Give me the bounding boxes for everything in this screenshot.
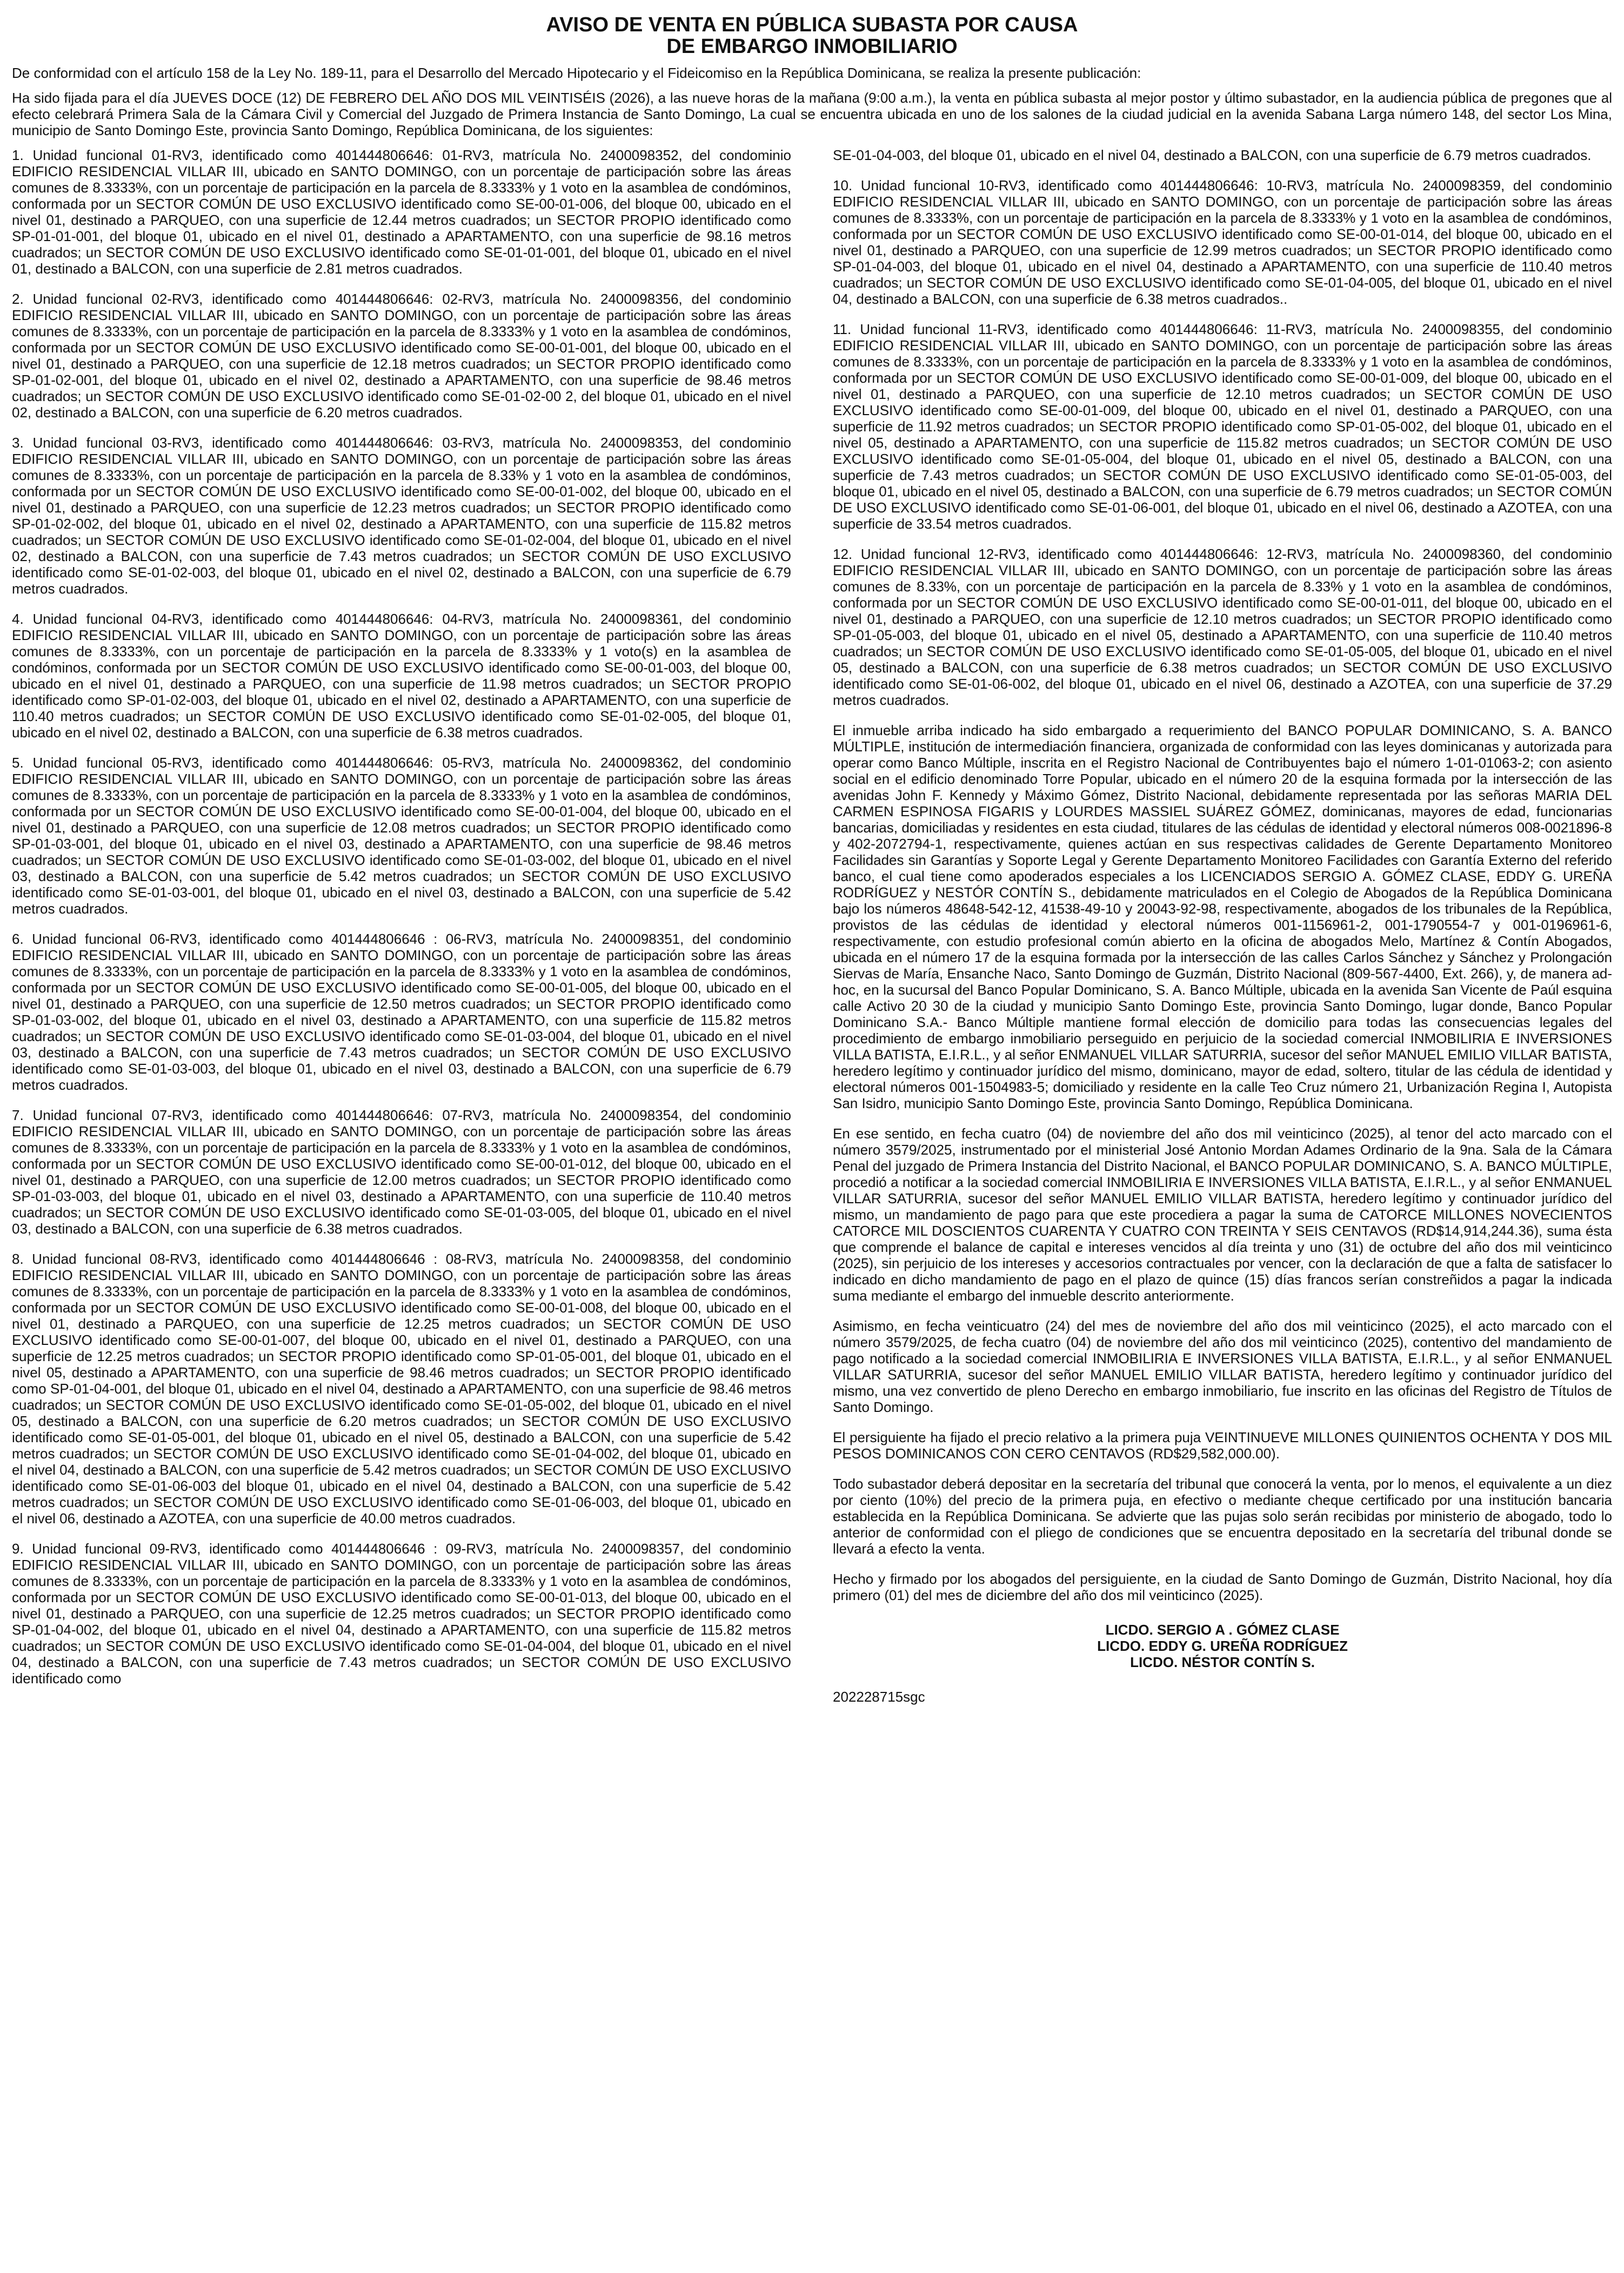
- unit-03-paragraph: 3. Unidad funcional 03-RV3, identificado como 401444806646: 03-RV3, matrícula No. 2400098353, del condominio EDIFICIO RESIDENCIAL VILLAR III, ubicado en SANTO DOMINGO, con un porcentaje de participación sobre las áreas comunes de 8.3333%, con un porcentaje de participación en la parcela de 8.33% y 1 voto en la asamblea de condóminos, conformada por un SECTOR COMÚN DE USO EXCLUSIVO identificado como SE-00-01-002, del bloque 00, ubicado en el nivel 01, destinado a PARQUEO, con una superficie de 12.23 metros cuadrados; un SECTOR PROPIO identificado como SP-01-02-002, del bloque 01, ubicado en el nivel 02, destinado a APARTAMENTO, con una superficie de 115.82 metros cuadrados; un SECTOR COMÚN DE USO EXCLUSIVO identificado como SE-01-02-004, del bloque 01, ubicado en el nivel 02, destinado a BALCON, con una superficie de 7.43 metros cuadrados; un SECTOR COMÚN DE USO EXCLUSIVO identificado como SE-01-02-003, del bloque 01, ubicado en el nivel 02, destinado a BALCON, con una superficie de 6.79 metros cuadrados.: [12, 435, 791, 597]
- two-column-body: [12, 147, 1612, 1705]
- left-column: [12, 147, 791, 1701]
- intro-auction-date: Ha sido fijada para el día JUEVES DOCE (12) DE FEBRERO DEL AÑO DOS MIL VEINTISÉIS (2026), a las nueve horas de la mañana (9:00 a.m.), la venta en pública subasta al mejor postor y último subastador, en la audiencia pública de pregones que al efecto celebrará Primera Sala de la Cámara Civil y Comercial del Juzgado de Primera Instancia de Santo Domingo, La cual se encuentra ubicada en uno de los salones de la ciudad judicial en la avenida Sabana Larga número 148, del sector Los Mina, municipio de Santo Domingo Este, provincia Santo Domingo, República Dominicana, de los siguientes:: [12, 90, 1612, 138]
- deposit-conditions-paragraph: Todo subastador deberá depositar en la secretaría del tribunal que conocerá la venta, por lo menos, el equivalente a un diez por ciento (10%) del precio de la primera puja, en efectivo o mediante cheque certificado por una institución bancaria establecida en la República Dominicana. Se advierte que las pujas solo serán recibidas por ministerio de abogado, todo lo anterior de conformidad con el pliego de condiciones que se encuentra depositado en la secretaría del tribunal donde se llevará a efecto la venta.: [833, 1476, 1612, 1557]
- unit-10-paragraph: 10. Unidad funcional 10-RV3, identificado como 401444806646: 10-RV3, matrícula No. 2400098359, del condominio EDIFICIO RESIDENCIAL VILLAR III, ubicado en SANTO DOMINGO, con un porcentaje de participación sobre las áreas comunes de 8.3333%, con un porcentaje de participación en la parcela de 8.3333% y 1 voto en la asamblea de condóminos, conformada por un SECTOR COMÚN DE USO EXCLUSIVO identificado como SE-00-01-014, del bloque 00, ubicado en el nivel 01, destinado a PARQUEO, con una superficie de 12.99 metros cuadrados; un SECTOR PROPIO identificado como SP-01-04-003, del bloque 01, ubicado en el nivel 04, destinado a APARTAMENTO, con una superficie de 110.40 metros cuadrados; un SECTOR COMÚN DE USO EXCLUSIVO identificado como SE-01-04-005, del bloque 01, ubicado en el nivel 04, destinado a BALCON, con una superficie de 6.38 metros cuadrados..: [833, 177, 1612, 307]
- unit-08-paragraph: 8. Unidad funcional 08-RV3, identificado como 401444806646 : 08-RV3, matrícula No. 2400098358, del condominio EDIFICIO RESIDENCIAL VILLAR III, ubicado en SANTO DOMINGO, con un porcentaje de participación sobre las áreas comunes de 8.3333%, con un porcentaje de participación en la parcela de 8.3333% y 1 voto en la asamblea de condóminos, conformada por un SECTOR COMÚN DE USO EXCLUSIVO identificado como SE-00-01-008, del bloque 00, ubicado en el nivel 01, destinado a PARQUEO, con una superficie de 12.25 metros cuadrados; un SECTOR COMÚN DE USO EXCLUSIVO identificado como SE-00-01-007, del bloque 00, ubicado en el nivel 01, destinado a PARQUEO, con una superficie de 12.25 metros cuadrados; un SECTOR PROPIO identificado como SP-01-05-001, del bloque 01, ubicado en el nivel 05, destinado a APARTAMENTO, con una superficie de 98.46 metros cuadrados; un SECTOR PROPIO identificado como SP-01-04-001, del bloque 01, ubicado en el nivel 04, destinado a APARTAMENTO, con una superficie de 98.46 metros cuadrados; un SECTOR COMÚN DE USO EXCLUSIVO identificado como SE-01-05-002, del bloque 01, ubicado en el nivel 05, destinado a BALCON, con una superficie de 6.20 metros cuadrados; un SECTOR COMÚN DE USO EXCLUSIVO identificado como SE-01-05-001, del bloque 01, ubicado en el nivel 05, destinado a BALCON, con una superficie de 5.42 metros cuadrados; un SECTOR COMÚN DE USO EXCLUSIVO identificado como SE-01-04-002, del bloque 01, ubicado en el nivel 04, destinado a BALCON, con una superficie de 5.42 metros cuadrados; un SECTOR COMÚN DE USO EXCLUSIVO identificado como SE-01-06-003 del bloque 01, ubicado en el nivel 04, destinado a BALCON, con una superficie de 5.42 metros cuadrados; un SECTOR COMÚN DE USO EXCLUSIVO identificado como SE-01-06-003, del bloque 01, ubicado en el nivel 06, destinado a AZOTEA, con una superficie de 40.00 metros cuadrados.: [12, 1251, 791, 1527]
- notice-title: [12, 14, 1612, 57]
- signature-name-3: LICDO. NÉSTOR CONTÍN S.: [1130, 1654, 1315, 1670]
- unit-01-paragraph: 1. Unidad funcional 01-RV3, identificado como 401444806646: 01-RV3, matrícula No. 2400098352, del condominio EDIFICIO RESIDENCIAL VILLAR III, ubicado en SANTO DOMINGO, con un porcentaje de participación sobre las áreas comunes de 8.3333%, con un porcentaje de participación en la parcela de 8.3333% y 1 voto en la asamblea de condóminos, conformada por un SECTOR COMÚN DE USO EXCLUSIVO identificado como SE-00-01-006, del bloque 00, ubicado en el nivel 01, destinado a PARQUEO, con una superficie de 12.44 metros cuadrados; un SECTOR PROPIO identificado como SP-01-01-001, del bloque 01, ubicado en el nivel 01, destinado a APARTAMENTO, con una superficie de 98.16 metros cuadrados; un SECTOR COMÚN DE USO EXCLUSIVO identificado como SE-01-01-001, del bloque 01, ubicado en el nivel 01, destinado a BALCON, con una superficie de 2.81 metros cuadrados.: [12, 147, 791, 277]
- right-column: [833, 147, 1612, 1705]
- unit-09-continuation: SE-01-04-003, del bloque 01, ubicado en el nivel 04, destinado a BALCON, con una superficie de 6.79 metros cuadrados.: [833, 147, 1592, 163]
- notice-title-line-2: DE EMBARGO INMOBILIARIO: [666, 35, 958, 58]
- signature-name-2: LICDO. EDDY G. UREÑA RODRÍGUEZ: [1097, 1638, 1348, 1654]
- unit-12-paragraph: 12. Unidad funcional 12-RV3, identificado como 401444806646: 12-RV3, matrícula No. 2400098360, del condominio EDIFICIO RESIDENCIAL VILLAR III, ubicado en SANTO DOMINGO, con un porcentaje de participación sobre las áreas comunes de 8.33%, con un porcentaje de participación en la parcela de 8.33% y 1 voto en la asamblea de condóminos, conformada por un SECTOR COMÚN DE USO EXCLUSIVO identificado como SE-00-01-011, del bloque 00, ubicado en el nivel 01, destinado a PARQUEO, con una superficie de 12.10 metros cuadrados; un SECTOR PROPIO identificado como SP-01-05-003, del bloque 01, ubicado en el nivel 05, destinado a APARTAMENTO, con una superficie de 110.40 metros cuadrados; un SECTOR COMÚN DE USO EXCLUSIVO identificado como SE-01-05-005, del bloque 01, ubicado en el nivel 05, destinado a BALCON, con una superficie de 6.38 metros cuadrados; un SECTOR COMÚN DE USO EXCLUSIVO identificado como SE-01-06-002, del bloque 01, ubicado en el nivel 06, destinado a AZOTEA, con una superficie de 37.29 metros cuadrados.: [833, 546, 1612, 708]
- unit-02-paragraph: 2. Unidad funcional 02-RV3, identificado como 401444806646: 02-RV3, matrícula No. 2400098356, del condominio EDIFICIO RESIDENCIAL VILLAR III, ubicado en SANTO DOMINGO, con un porcentaje de participación sobre las áreas comunes de 8.3333%, con un porcentaje de participación en la parcela de 8.3333% y 1 voto en la asamblea de condóminos, conformada por un SECTOR COMÚN DE USO EXCLUSIVO identificado como SE-00-01-001, del bloque 00, ubicado en el nivel 01, destinado a PARQUEO, con una superficie de 12.18 metros cuadrados; un SECTOR PROPIO identificado como SP-01-02-001, del bloque 01, ubicado en el nivel 02, destinado a APARTAMENTO, con una superficie de 98.46 metros cuadrados; un SECTOR COMÚN DE USO EXCLUSIVO identificado como SE-01-02-00 2, del bloque 01, ubicado en el nivel 02, destinado a BALCON, con una superficie de 6.20 metros cuadrados.: [12, 291, 791, 421]
- seizure-requester-paragraph: El inmueble arriba indicado ha sido embargado a requerimiento del BANCO POPULAR DOMINICANO, S. A. BANCO MÚLTIPLE, institución de intermediación financiera, organizada de conformidad con las leyes dominicanas y autorizada para operar como Banco Múltiple, inscrita en el Registro Nacional de Contribuyentes bajo el número 1-01-01063-2; con asiento social en el edificio denominado Torre Popular, ubicado en el número 20 de la esquina formada por la intersección de las avenidas John F. Kennedy y Máximo Gómez, Distrito Nacional, debidamente representada por las señoras MARIA DEL CARMEN ESPINOSA FIGARIS y LOURDES MASSIEL SUÁREZ GÓMEZ, dominicanas, mayores de edad, funcionarias bancarias, domiciliadas y residentes en esta ciudad, titulares de las cédulas de identidad y electoral números 008-0021896-8 y 402-2072794-1, respectivamente, quienes actúan en sus respectivas calidades de Gerente Departamento Monitoreo Facilidades sin Garantías y Soporte Legal y Gerente Departamento Monitoreo Facilidades con Garantía Externo del referido banco, el cual tiene como apoderados especiales a los LICENCIADOS SERGIO A. GÓMEZ CLASE, EDDY G. UREÑA RODRÍGUEZ y NESTÓR CONTÍN S., debidamente matriculados en el Colegio de Abogados de la República Dominicana bajo los números 48648-542-12, 41538-49-10 y 20043-92-98, respectivamente, abogados de los tribunales de la República, provistos de las cédulas de identidad y electoral números 001-1156961-2, 001-1790554-7 y 001-0196961-6, respectivamente, con estudio profesional común abierto en la oficina de abogados Melo, Martínez & Contín Abogados, ubicada en el número 17 de la esquina formada por la intersección de las calles Carlos Sánchez y Sánchez y Prolongación Siervas de María, Ensanche Naco, Santo Domingo de Guzmán, Distrito Nacional (809-567-4400, Ext. 266), y, de manera ad-hoc, en la sucursal del Banco Popular Dominicano, S. A. Banco Múltiple, ubicada en la avenida San Vicente de Paúl esquina calle Activo 20 30 de la ciudad y municipio Santo Domingo Este, provincia Santo Domingo, lugar donde, Banco Popular Dominicano S.A.- Banco Múltiple mantiene formal elección de domicilio para todas las consecuencias legales del procedimiento de embargo inmobiliario perseguido en perjuicio de la sociedad comercial INMOBILIRIA E INVERSIONES VILLA BATISTA, E.I.R.L., y al señor ENMANUEL VILLAR SATURRIA, sucesor del señor MANUEL EMILIO VILLAR BATISTA, heredero legítimo y continuador jurídico del mismo, dominicano, mayor de edad, soltero, titular de las cédula de identidad y electoral números 001-1504983-5; domiciliado y residente en la calle Teo Cruz número 21, Urbanización Regina I, Autopista San Isidro, municipio Santo Domingo Este, provincia Santo Domingo, República Dominicana.: [833, 722, 1612, 1111]
- unit-11-paragraph: 11. Unidad funcional 11-RV3, identificado como 401444806646: 11-RV3, matrícula No. 2400098355, del condominio EDIFICIO RESIDENCIAL VILLAR III, ubicado en SANTO DOMINGO, con un porcentaje de participación sobre las áreas comunes de 8.3333%, con un porcentaje de participación en la parcela de 8.3333% y 1 voto en la asamblea de condóminos, conformada por un SECTOR COMÚN DE USO EXCLUSIVO identificado como SE-00-01-009, del bloque 00, ubicado en el nivel 01, destinado a PARQUEO, con una superficie de 12.10 metros cuadrados; un SECTOR COMÚN DE USO EXCLUSIVO identificado como SE-00-01-009, del bloque 00, ubicado en el nivel 01, destinado a PARQUEO, con una superficie de 11.92 metros cuadrados; un SECTOR PROPIO identificado como SP-01-05-002, del bloque 01, ubicado en el nivel 05, destinado a APARTAMENTO, con una superficie de 115.82 metros cuadrados; un SECTOR COMÚN DE USO EXCLUSIVO identificado como SE-01-05-004, del bloque 01, ubicado en el nivel 05, destinado a BALCON, con una superficie de 7.43 metros cuadrados; un SECTOR COMÚN DE USO EXCLUSIVO identificado como SE-01-05-003, del bloque 01, ubicado en el nivel 05, destinado a BALCON, con una superficie de 6.79 metros cuadrados; un SECTOR COMÚN DE USO EXCLUSIVO identificado como SE-01-06-001, del bloque 01, ubicado en el nivel 06, destinado a AZOTEA, con una superficie de 33.54 metros cuadrados.: [833, 321, 1612, 532]
- signature-block: [833, 1622, 1612, 1670]
- registration-paragraph: Asimismo, en fecha veinticuatro (24) del mes de noviembre del año dos mil veinticinco (2025), el acto marcado con el número 3579/2025, de fecha cuatro (04) de noviembre del año dos mil veinticinco (2025), contentivo del mandamiento de pago notificado a la sociedad comercial INMOBILIRIA E INVERSIONES VILLA BATISTA, E.I.R.L., y al señor ENMANUEL VILLAR SATURRIA, sucesor del señor MANUEL EMILIO VILLAR BATISTA, heredero legítimo y continuador jurídico del mismo, una vez convertido de pleno Derecho en embargo inmobiliario, fue inscrito en las oficinas del Registro de Títulos de Santo Domingo.: [833, 1318, 1612, 1415]
- notice-title-line-1: AVISO DE VENTA EN PÚBLICA SUBASTA POR CAUSA: [546, 14, 1078, 36]
- unit-09-paragraph: 9. Unidad funcional 09-RV3, identificado como 401444806646 : 09-RV3, matrícula No. 2400098357, del condominio EDIFICIO RESIDENCIAL VILLAR III, ubicado en SANTO DOMINGO, con un porcentaje de participación sobre las áreas comunes de 8.3333%, con un porcentaje de participación en la parcela de 8.3333% y 1 voto en la asamblea de condóminos, conformada por un SECTOR COMÚN DE USO EXCLUSIVO identificado como SE-00-01-013, del bloque 00, ubicado en el nivel 01, destinado a PARQUEO, con una superficie de 12.25 metros cuadrados; un SECTOR PROPIO identificado como SP-01-04-002, del bloque 01, ubicado en el nivel 04, destinado a APARTAMENTO, con una superficie de 115.82 metros cuadrados; un SECTOR COMÚN DE USO EXCLUSIVO identificado como SE-01-04-004, del bloque 01, ubicado en el nivel 04, destinado a BALCON, con una superficie de 7.43 metros cuadrados; un SECTOR COMÚN DE USO EXCLUSIVO identificado como: [12, 1541, 791, 1687]
- first-bid-price-paragraph: El persiguiente ha fijado el precio relativo a la primera puja VEINTINUEVE MILLONES QUINIENTOS OCHENTA Y DOS MIL PESOS DOMINICANOS CON CERO CENTAVOS (RD$29,582,000.00).: [833, 1429, 1612, 1462]
- unit-06-paragraph: 6. Unidad funcional 06-RV3, identificado como 401444806646 : 06-RV3, matrícula No. 2400098351, del condominio EDIFICIO RESIDENCIAL VILLAR III, ubicado en SANTO DOMINGO, con un porcentaje de participación sobre las áreas comunes de 8.3333%, con un porcentaje de participación en la parcela de 8.3333% y 1 voto en la asamblea de condóminos, conformada por un SECTOR COMÚN DE USO EXCLUSIVO identificado como SE-00-01-005, del bloque 00, ubicado en el nivel 01, destinado a PARQUEO, con una superficie de 12.50 metros cuadrados; un SECTOR PROPIO identificado como SP-01-03-002, del bloque 01, ubicado en el nivel 03, destinado a APARTAMENTO, con una superficie de 115.82 metros cuadrados; un SECTOR COMÚN DE USO EXCLUSIVO identificado como SE-01-03-004, del bloque 01, ubicado en el nivel 03, destinado a BALCON, con una superficie de 7.43 metros cuadrados; un SECTOR COMÚN DE USO EXCLUSIVO identificado como SE-01-03-003, del bloque 01, ubicado en el nivel 03, destinado a BALCON, con una superficie de 6.79 metros cuadrados.: [12, 931, 791, 1093]
- unit-07-paragraph: 7. Unidad funcional 07-RV3, identificado como 401444806646: 07-RV3, matrícula No. 2400098354, del condominio EDIFICIO RESIDENCIAL VILLAR III, ubicado en SANTO DOMINGO, con un porcentaje de participación sobre las áreas comunes de 8.3333%, con un porcentaje de participación en la parcela de 8.3333% y 1 voto en la asamblea de condóminos, conformada por un SECTOR COMÚN DE USO EXCLUSIVO identificado como SE-00-01-012, del bloque 00, ubicado en el nivel 01, destinado a PARQUEO, con una superficie de 12.00 metros cuadrados; un SECTOR PROPIO identificado como SP-01-03-003, del bloque 01, ubicado en el nivel 03, destinado a APARTAMENTO, con una superficie de 110.40 metros cuadrados; un SECTOR COMÚN DE USO EXCLUSIVO identificado como SE-01-03-005, del bloque 01, ubicado en el nivel 03, destinado a BALCON, con una superficie de 6.38 metros cuadrados.: [12, 1107, 791, 1237]
- signed-date-paragraph: Hecho y firmado por los abogados del persiguiente, en la ciudad de Santo Domingo de Guzmán, Distrito Nacional, hoy día primero (01) del mes de diciembre del año dos mil veinticinco (2025).: [833, 1571, 1612, 1603]
- signature-name-1: LICDO. SERGIO A . GÓMEZ CLASE: [1105, 1622, 1340, 1638]
- payment-order-paragraph: En ese sentido, en fecha cuatro (04) de noviembre del año dos mil veinticinco (2025), al tenor del acto marcado con el número 3579/2025, instrumentado por el ministerial José Antonio Mordan Adames Ordinario de la 9na. Sala de la Cámara Penal del juzgado de Primera Instancia del Distrito Nacional, el BANCO POPULAR DOMINICANO, S. A. BANCO MÚLTIPLE, procedió a notificar a la sociedad comercial INMOBILIRIA E INVERSIONES VILLA BATISTA, E.I.R.L., y al señor ENMANUEL VILLAR SATURRIA, sucesor del señor MANUEL EMILIO VILLAR BATISTA, heredero legítimo y continuador jurídico del mismo, un mandamiento de pago para que este procediera a pagar la suma de CATORCE MILLONES NOVECIENTOS CATORCE MIL DOSCIENTOS CUARENTA Y CUATRO CON TREINTA Y SEIS CENTAVOS (RD$14,914,244.36), suma ésta que comprende el balance de capital e intereses vencidos al día treinta y uno (31) de octubre del año dos mil veinticinco (2025), sin perjuicio de los intereses y accesorios contractuales por vencer, con la declaración de que a falta de satisfacer lo indicado en dicho mandamiento de pago en el plazo de quince (15) días francos serían constreñidos a pagar la indicada suma mediante el embargo del inmueble descrito anteriormente.: [833, 1125, 1612, 1304]
- unit-04-paragraph: 4. Unidad funcional 04-RV3, identificado como 401444806646: 04-RV3, matrícula No. 2400098361, del condominio EDIFICIO RESIDENCIAL VILLAR III, ubicado en SANTO DOMINGO, con un porcentaje de participación sobre las áreas comunes de 8.3333%, con un porcentaje de participación en la parcela de 8.3333% y 1 voto(s) en la asamblea de condóminos, conformada por un SECTOR COMÚN DE USO EXCLUSIVO identificado como SE-00-01-003, del bloque 00, ubicado en el nivel 01, destinado a PARQUEO, con una superficie de 11.98 metros cuadrados; un SECTOR PROPIO identificado como SP-01-02-003, del bloque 01, ubicado en el nivel 02, destinado a APARTAMENTO, con una superficie de 110.40 metros cuadrados; un SECTOR COMÚN DE USO EXCLUSIVO identificado como SE-01-02-005, del bloque 01, ubicado en el nivel 02, destinado a BALCON, con una superficie de 6.38 metros cuadrados.: [12, 611, 791, 741]
- footer-reference-code: 202228715sgc: [833, 1689, 925, 1705]
- unit-05-paragraph: 5. Unidad funcional 05-RV3, identificado como 401444806646: 05-RV3, matrícula No. 2400098362, del condominio EDIFICIO RESIDENCIAL VILLAR III, ubicado en SANTO DOMINGO, con un porcentaje de participación sobre las áreas comunes de 8.3333%, con un porcentaje de participación en la parcela de 8.3333% y 1 voto en la asamblea de condóminos, conformada por un SECTOR COMÚN DE USO EXCLUSIVO identificado como SE-00-01-004, del bloque 00, ubicado en el nivel 01, destinado a PARQUEO, con una superficie de 12.08 metros cuadrados; un SECTOR PROPIO identificado como SP-01-03-001, del bloque 01, ubicado en el nivel 03, destinado a APARTAMENTO, con una superficie de 98.46 metros cuadrados; un SECTOR COMÚN DE USO EXCLUSIVO identificado como SE-01-03-002, del bloque 01, ubicado en el nivel 03, destinado a BALCON, con una superficie de 5.42 metros cuadrados; un SECTOR COMÚN DE USO EXCLUSIVO identificado como SE-01-03-001, del bloque 01, ubicado en el nivel 03, destinado a BALCON, con una superficie de 5.42 metros cuadrados.: [12, 755, 791, 917]
- intro-legal-basis: De conformidad con el artículo 158 de la Ley No. 189-11, para el Desarrollo del Mercado Hipotecario y el Fideicomiso en la República Dominicana, se realiza la presente publicación:: [12, 65, 1141, 81]
